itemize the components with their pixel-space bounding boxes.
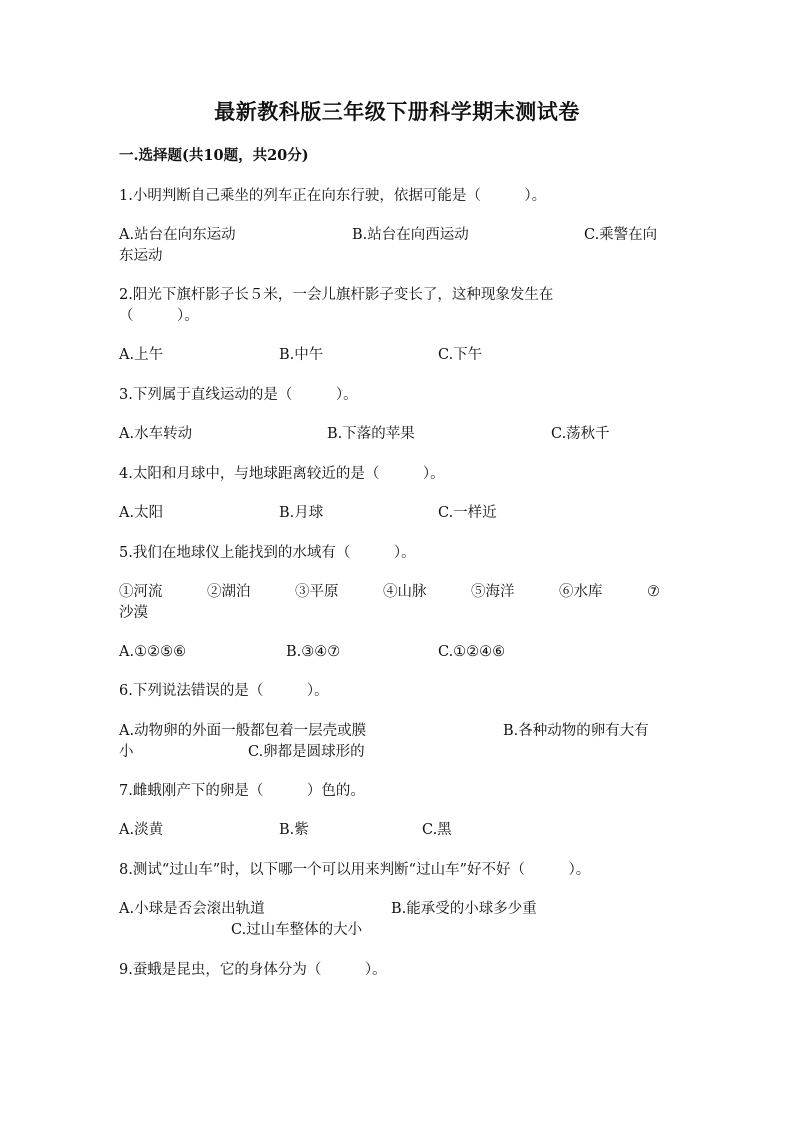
question-1-option-c-wrap: 东运动 — [119, 248, 163, 264]
question-1-option-b: B.站台在向西运动 — [352, 227, 469, 243]
question-2-stem-wrap: （ ）。 — [119, 308, 199, 324]
question-6-option-c: C.卵都是圆球形的 — [248, 744, 365, 760]
page-title: 最新教科版三年级下册科学期末测试卷 — [214, 99, 580, 124]
question-2-stem: 2.阳光下旗杆影子长５米，一会儿旗杆影子变长了，这种现象发生在 — [119, 287, 554, 303]
question-4-option-b: B.月球 — [279, 505, 324, 521]
question-6-stem: 6.下列说法错误的是（ ）。 — [119, 683, 329, 699]
question-5-option-a: A.①②⑤⑥ — [119, 644, 187, 660]
question-8-stem: 8.测试“过山车”时，以下哪一个可以用来判断“过山车”好不好（ ）。 — [119, 862, 591, 878]
question-7-option-b: B.紫 — [279, 822, 309, 838]
question-5-item: ⑥水库 — [559, 584, 603, 600]
question-1-option-c: C.乘警在向 — [584, 227, 658, 243]
question-5-option-c: C.①②④⑥ — [438, 644, 506, 660]
question-5-item-wrap: 沙漠 — [119, 605, 148, 621]
question-3-stem: 3.下列属于直线运动的是（ ）。 — [119, 387, 358, 403]
question-3-option-a: A.水车转动 — [119, 426, 193, 442]
question-1-option-a: A.站台在向东运动 — [119, 227, 236, 243]
question-4-option-c: C.一样近 — [438, 505, 497, 521]
question-6-option-b-wrap: 小 — [119, 744, 134, 760]
question-8-option-b: B.能承受的小球多少重 — [391, 901, 537, 917]
question-8-option-a: A.小球是否会滚出轨道 — [119, 901, 265, 917]
question-5-item: ⑦ — [647, 584, 660, 600]
question-6-option-a: A.动物卵的外面一般都包着一层壳或膜 — [119, 723, 367, 739]
question-3-option-c: C.荡秋千 — [551, 426, 610, 442]
question-5-item: ①河流 — [119, 584, 163, 600]
question-3-option-b: B.下落的苹果 — [327, 426, 415, 442]
question-2-option-c: C.下午 — [438, 347, 483, 363]
question-1-stem: 1.小明判断自己乘坐的列车正在向东行驶，依据可能是（ ）。 — [119, 188, 547, 204]
question-7-option-c: C.黑 — [422, 822, 452, 838]
question-5-option-b: B.③④⑦ — [286, 644, 341, 660]
question-5-item: ③平原 — [295, 584, 339, 600]
section-heading: 一.选择题(共10题，共20分) — [119, 147, 309, 164]
question-9-stem: 9.蚕蛾是昆虫，它的身体分为（ ）。 — [119, 962, 387, 978]
question-5-stem: 5.我们在地球仪上能找到的水域有（ ）。 — [119, 545, 416, 561]
question-2-option-a: A.上午 — [119, 347, 164, 363]
question-6-option-b: B.各种动物的卵有大有 — [503, 723, 649, 739]
question-5-item: ④山脉 — [383, 584, 427, 600]
question-7-stem: 7.雌蛾刚产下的卵是（ ）色的。 — [119, 783, 365, 799]
question-5-item: ②湖泊 — [207, 584, 251, 600]
question-2-option-b: B.中午 — [279, 347, 324, 363]
question-8-option-c: C.过山车整体的大小 — [231, 922, 363, 938]
question-4-stem: 4.太阳和月球中，与地球距离较近的是（ ）。 — [119, 466, 445, 482]
question-4-option-a: A.太阳 — [119, 505, 164, 521]
question-7-option-a: A.淡黄 — [119, 822, 164, 838]
question-5-item: ⑤海洋 — [471, 584, 515, 600]
